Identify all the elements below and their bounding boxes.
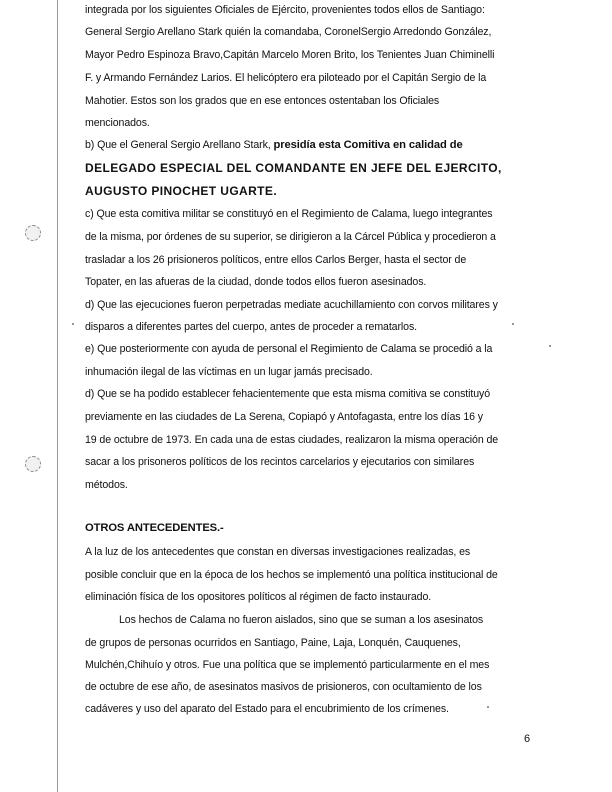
- punch-hole-top: [25, 225, 41, 241]
- text-line: de grupos de personas ocurridos en Santiago, Paine, Laja, Lonquén, Cauquenes,: [85, 637, 461, 649]
- text-line: F. y Armando Fernández Larios. El helicóptero era piloteado por el Capitán Sergio de la: [85, 72, 487, 84]
- scan-speck: [72, 323, 74, 325]
- scan-speck: [487, 706, 489, 708]
- scan-speck: [512, 323, 514, 325]
- text-line: c) Que esta comitiva militar se constituyó en el Regimiento de Calama, luego integrantes: [85, 208, 493, 220]
- text-line: Topater, en las afueras de la ciudad, donde todos ellos fueron asesinados.: [85, 276, 427, 288]
- text-line: mencionados.: [85, 117, 150, 129]
- item-b-title: DELEGADO ESPECIAL DEL COMANDANTE EN JEFE DEL EJERCITO,: [85, 161, 502, 175]
- text-line: General Sergio Arellano Stark quién la comandaba, CoronelSergio Arredondo González,: [85, 26, 492, 38]
- item-b-emphasis: presidía esta Comitiva en calidad de: [273, 139, 463, 151]
- text-line: d) Que las ejecuciones fueron perpetradas mediate acuchillamiento con corvos militares y: [85, 299, 498, 311]
- text-line: cadáveres y uso del aparato del Estado para el encubrimiento de los crímenes.: [85, 703, 449, 715]
- text-line: A la luz de los antecedentes que constan en diversas investigaciones realizadas, es: [85, 546, 471, 558]
- text-line: Mulchén,Chihuío y otros. Fue una política que se implementó particularmente en el mes: [85, 659, 490, 671]
- item-b-line: [85, 139, 463, 151]
- text-line: métodos.: [85, 479, 128, 491]
- text-line: Los hechos de Calama no fueron aislados, sino que se suman a los asesinatos: [119, 614, 484, 626]
- text-line: d) Que se ha podido establecer fehacientemente que esta misma comitiva se constituyó: [85, 388, 490, 400]
- text-line: e) Que posteriormente con ayuda de personal el Regimiento de Calama se procedió a la: [85, 343, 493, 355]
- text-line: de la misma, por órdenes de su superior, se dirigieron a la Cárcel Pública y procedieron a: [85, 231, 496, 243]
- text-line: eliminación física de los opositores políticos al régimen de facto instaurado.: [85, 591, 432, 603]
- text-line: Mayor Pedro Espinoza Bravo,Capitán Marcelo Moren Brito, los Tenientes Juan Chiminelli: [85, 49, 495, 61]
- text-line: Mahotier. Estos son los grados que en ese entonces ostentaban los Oficiales: [85, 95, 440, 107]
- item-b-prefix: b) Que el General Sergio Arellano Stark,: [85, 139, 274, 151]
- text-line: trasladar a los 26 prisioneros políticos, entre ellos Carlos Berger, hasta el sector de: [85, 254, 467, 266]
- text-line: sacar a los prisoneros políticos de los recintos carcelarios y ejecutarios con similares: [85, 456, 475, 468]
- section-heading: OTROS ANTECEDENTES.-: [85, 522, 224, 534]
- text-line: 19 de octubre de 1973. En cada una de estas ciudades, realizaron la misma operación de: [85, 434, 499, 446]
- text-line: integrada por los siguientes Oficiales de Ejército, provenientes todos ellos de Santiago:: [85, 4, 485, 16]
- text-line: previamente en las ciudades de La Serena, Copiapó y Antofagasta, entre los días 16 y: [85, 411, 483, 423]
- margin-rule: [57, 0, 58, 792]
- page-number: 6: [524, 733, 531, 745]
- item-b-name: AUGUSTO PINOCHET UGARTE.: [85, 184, 278, 198]
- text-line: de octubre de ese año, de asesinatos masivos de prisioneros, con ocultamiento de los: [85, 681, 482, 693]
- text-line: disparos a diferentes partes del cuerpo, antes de proceder a rematarlos.: [85, 321, 417, 333]
- punch-hole-bottom: [25, 456, 41, 472]
- text-line: inhumación ilegal de las víctimas en un lugar jamás precisado.: [85, 366, 373, 378]
- scan-speck: [549, 345, 551, 347]
- text-line: posible concluir que en la época de los hechos se implementó una política institucional de: [85, 569, 498, 581]
